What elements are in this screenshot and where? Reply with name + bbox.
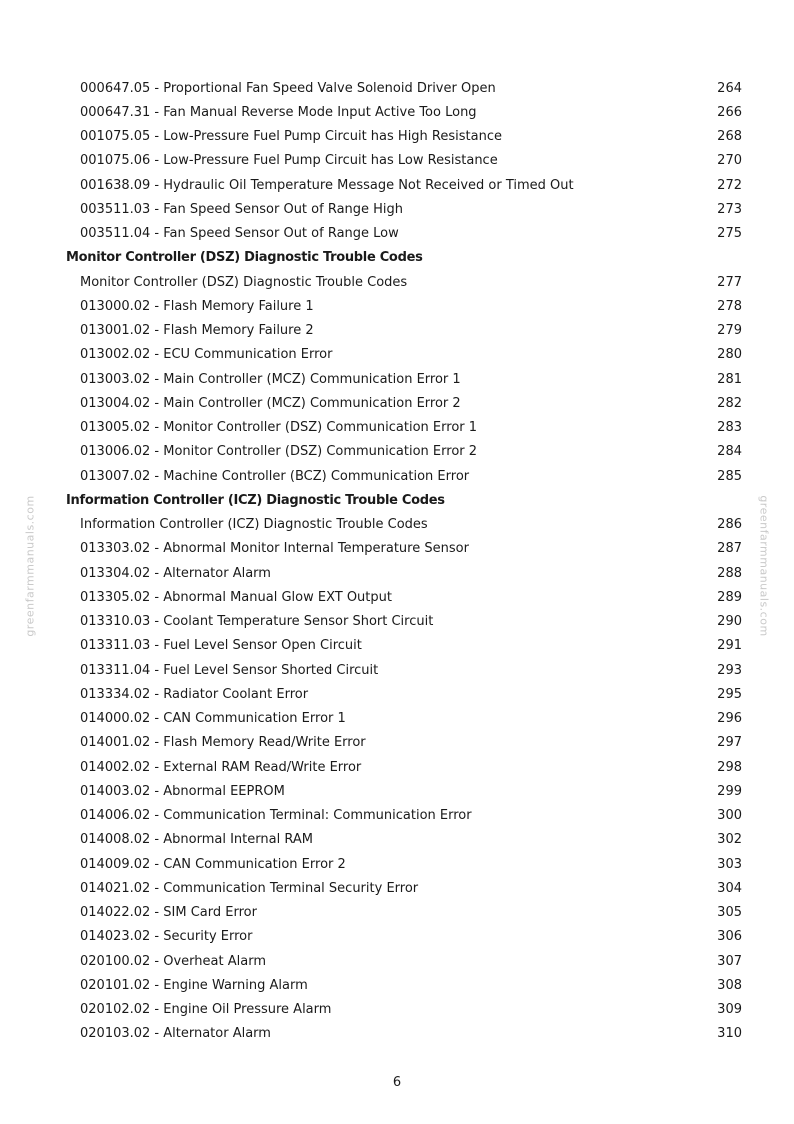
toc-entry-label: 003511.03 - Fan Speed Sensor Out of Range High	[80, 201, 404, 217]
toc-entry-label: 020101.02 - Engine Warning Alarm	[80, 977, 308, 993]
toc-entry[interactable]	[66, 658, 742, 682]
toc-entry[interactable]	[66, 707, 742, 731]
toc-entry[interactable]	[66, 610, 742, 634]
toc-entry[interactable]	[66, 319, 742, 343]
toc-entry-label: 013000.02 - Flash Memory Failure 1	[80, 298, 314, 314]
toc-entry[interactable]	[66, 804, 742, 828]
toc-entry-page: 273	[717, 201, 742, 217]
toc-entry-label: 020102.02 - Engine Oil Pressure Alarm	[80, 1002, 332, 1018]
toc-entry-page: 272	[717, 177, 742, 193]
watermark-right: greenfarmmanuals.com	[757, 495, 771, 637]
table-of-contents	[66, 76, 742, 1046]
toc-entry-label: 014001.02 - Flash Memory Read/Write Error	[80, 735, 366, 751]
toc-entry-label: 001075.05 - Low-Pressure Fuel Pump Circuit has High Resistance	[80, 129, 502, 145]
toc-entry[interactable]	[66, 173, 742, 197]
toc-entry-page: 270	[717, 153, 742, 169]
toc-entry[interactable]	[66, 901, 742, 925]
toc-entry-label: 014002.02 - External RAM Read/Write Error	[80, 759, 362, 775]
toc-entry-page: 310	[717, 1026, 742, 1042]
toc-entry-page: 287	[717, 541, 742, 557]
toc-entry-label: 013305.02 - Abnormal Manual Glow EXT Output	[80, 589, 392, 605]
toc-entry[interactable]	[66, 585, 742, 609]
toc-entry[interactable]	[66, 998, 742, 1022]
toc-entry-page: 268	[717, 129, 742, 145]
toc-entry-page: 275	[717, 226, 742, 242]
toc-entry-page: 306	[717, 929, 742, 945]
toc-entry-page: 300	[717, 808, 742, 824]
toc-entry-label: 013334.02 - Radiator Coolant Error	[80, 686, 309, 702]
toc-entry-page: 298	[717, 759, 742, 775]
toc-entry[interactable]	[66, 731, 742, 755]
toc-entry[interactable]	[66, 149, 742, 173]
toc-entry-label: 013006.02 - Monitor Controller (DSZ) Communication Error 2	[80, 444, 478, 460]
toc-entry[interactable]	[66, 222, 742, 246]
toc-entry-page: 307	[717, 953, 742, 969]
toc-entry[interactable]	[66, 852, 742, 876]
toc-entry-label: 013303.02 - Abnormal Monitor Internal Temperature Sensor	[80, 541, 469, 557]
toc-entry-label: 014023.02 - Security Error	[80, 929, 253, 945]
toc-entry-page: 289	[717, 589, 742, 605]
toc-entry-page: 302	[717, 832, 742, 848]
toc-entry-page: 279	[717, 323, 742, 339]
toc-entry-label: Monitor Controller (DSZ) Diagnostic Trouble Codes	[80, 274, 408, 290]
toc-entry[interactable]	[66, 270, 742, 294]
toc-entry[interactable]	[66, 755, 742, 779]
toc-entry-label: 013005.02 - Monitor Controller (DSZ) Communication Error 1	[80, 420, 478, 436]
toc-section-heading	[66, 246, 742, 270]
toc-entry[interactable]	[66, 440, 742, 464]
toc-entry[interactable]	[66, 367, 742, 391]
toc-entry-label: 020103.02 - Alternator Alarm	[80, 1026, 271, 1042]
toc-entry-page: 288	[717, 565, 742, 581]
toc-entry-label: 014006.02 - Communication Terminal: Communication Error	[80, 808, 472, 824]
toc-entry[interactable]	[66, 416, 742, 440]
toc-entry-page: 297	[717, 735, 742, 751]
toc-entry-label: 013007.02 - Machine Controller (BCZ) Communication Error	[80, 468, 470, 484]
toc-entry[interactable]	[66, 561, 742, 585]
toc-entry[interactable]	[66, 1022, 742, 1046]
toc-entry-label: 000647.05 - Proportional Fan Speed Valve Solenoid Driver Open	[80, 80, 496, 96]
toc-entry-label: 003511.04 - Fan Speed Sensor Out of Range Low	[80, 226, 399, 242]
toc-entry-page: 303	[717, 856, 742, 872]
toc-entry-label: 014000.02 - CAN Communication Error 1	[80, 711, 346, 727]
toc-entry-page: 266	[717, 104, 742, 120]
toc-entry[interactable]	[66, 779, 742, 803]
toc-entry-label: 014009.02 - CAN Communication Error 2	[80, 856, 346, 872]
toc-entry-page: 296	[717, 711, 742, 727]
toc-entry[interactable]	[66, 464, 742, 488]
toc-entry[interactable]	[66, 76, 742, 100]
toc-entry-label: Monitor Controller (DSZ) Diagnostic Trouble Codes	[66, 250, 423, 266]
toc-entry-page: 280	[717, 347, 742, 363]
toc-entry-page: 291	[717, 638, 742, 654]
toc-entry-page: 305	[717, 905, 742, 921]
toc-entry-page: 281	[717, 371, 742, 387]
toc-entry[interactable]	[66, 197, 742, 221]
toc-section-heading	[66, 488, 742, 512]
page-number: 6	[392, 1075, 402, 1090]
toc-entry[interactable]	[66, 973, 742, 997]
toc-entry-page: 290	[717, 614, 742, 630]
toc-entry-label: 014008.02 - Abnormal Internal RAM	[80, 832, 313, 848]
toc-entry-label: 013004.02 - Main Controller (MCZ) Communication Error 2	[80, 395, 461, 411]
toc-entry[interactable]	[66, 125, 742, 149]
toc-entry-label: 013001.02 - Flash Memory Failure 2	[80, 323, 314, 339]
watermark-left: greenfarmmanuals.com	[23, 495, 37, 637]
toc-entry-page: 293	[717, 662, 742, 678]
toc-entry-label: 001638.09 - Hydraulic Oil Temperature Message Not Received or Timed Out	[80, 177, 574, 193]
toc-entry-page: 282	[717, 395, 742, 411]
toc-entry-page: 264	[717, 80, 742, 96]
toc-entry-label: 020100.02 - Overheat Alarm	[80, 953, 266, 969]
toc-entry[interactable]	[66, 925, 742, 949]
toc-entry-label: Information Controller (ICZ) Diagnostic Trouble Codes	[80, 517, 428, 533]
toc-entry-label: 014022.02 - SIM Card Error	[80, 905, 257, 921]
toc-entry[interactable]	[66, 294, 742, 318]
toc-entry-page: 295	[717, 686, 742, 702]
toc-entry[interactable]	[66, 100, 742, 124]
toc-entry-label: 014021.02 - Communication Terminal Security Error	[80, 880, 419, 896]
toc-entry-page: 304	[717, 880, 742, 896]
toc-entry[interactable]	[66, 391, 742, 415]
toc-entry-page: 285	[717, 468, 742, 484]
toc-entry-page: 286	[717, 517, 742, 533]
toc-entry-label: Information Controller (ICZ) Diagnostic Trouble Codes	[66, 492, 445, 508]
toc-entry[interactable]	[66, 513, 742, 537]
toc-entry[interactable]	[66, 949, 742, 973]
toc-entry-page: 278	[717, 298, 742, 314]
toc-entry[interactable]	[66, 682, 742, 706]
toc-entry-label: 013304.02 - Alternator Alarm	[80, 565, 271, 581]
toc-entry[interactable]	[66, 828, 742, 852]
toc-entry[interactable]	[66, 537, 742, 561]
toc-entry-label: 013311.03 - Fuel Level Sensor Open Circuit	[80, 638, 362, 654]
toc-entry-label: 013311.04 - Fuel Level Sensor Shorted Circuit	[80, 662, 379, 678]
toc-entry-label: 001075.06 - Low-Pressure Fuel Pump Circuit has Low Resistance	[80, 153, 498, 169]
toc-entry-page: 283	[717, 420, 742, 436]
toc-entry-page: 308	[717, 977, 742, 993]
toc-entry-page: 309	[717, 1002, 742, 1018]
toc-entry-label: 014003.02 - Abnormal EEPROM	[80, 783, 285, 799]
toc-entry-page: 299	[717, 783, 742, 799]
toc-entry[interactable]	[66, 876, 742, 900]
toc-entry-label: 013003.02 - Main Controller (MCZ) Communication Error 1	[80, 371, 461, 387]
toc-entry[interactable]	[66, 343, 742, 367]
toc-entry-page: 284	[717, 444, 742, 460]
toc-entry-page: 277	[717, 274, 742, 290]
toc-entry-label: 000647.31 - Fan Manual Reverse Mode Input Active Too Long	[80, 104, 477, 120]
toc-entry[interactable]	[66, 634, 742, 658]
toc-entry-label: 013310.03 - Coolant Temperature Sensor Short Circuit	[80, 614, 434, 630]
toc-entry-label: 013002.02 - ECU Communication Error	[80, 347, 333, 363]
